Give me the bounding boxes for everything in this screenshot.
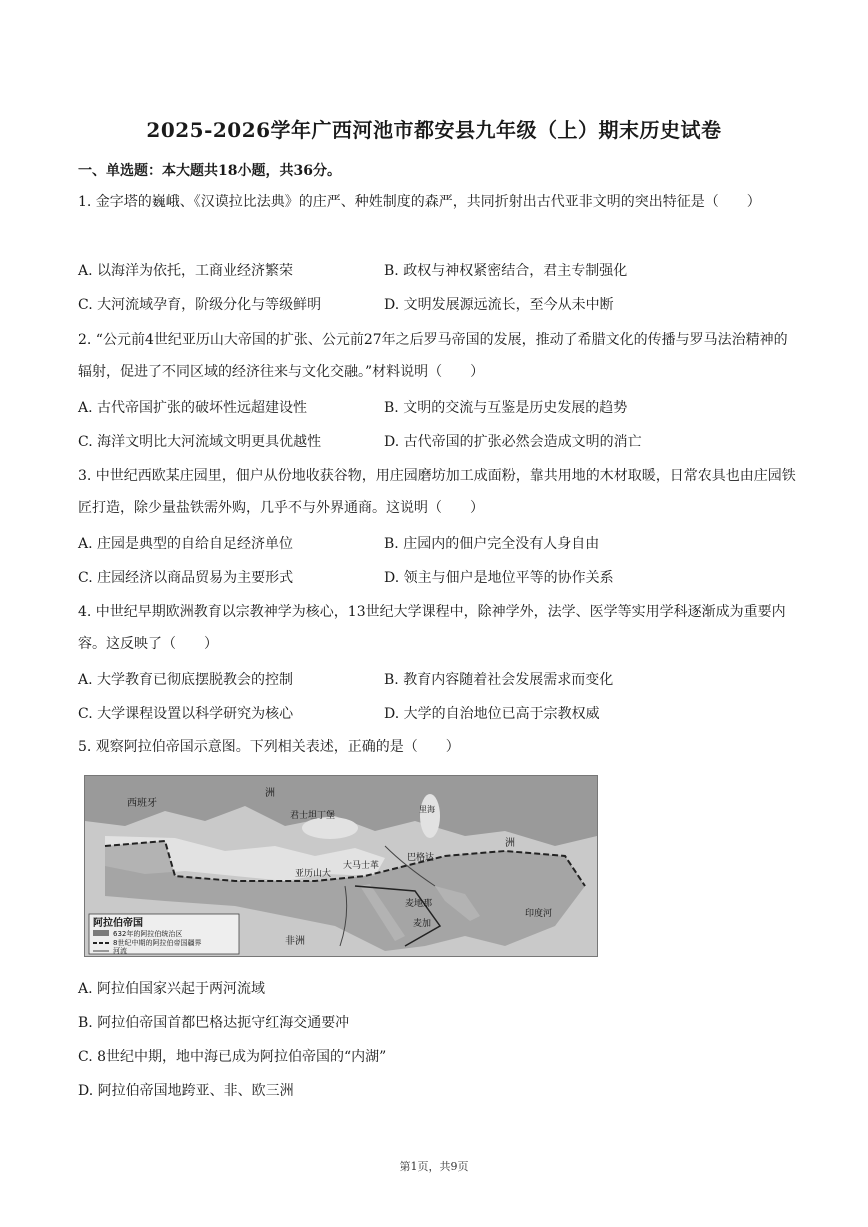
map-label-africa: 非洲 <box>285 936 305 947</box>
option-d: D. 文明发展源远流长，至今从未中断 <box>384 297 614 313</box>
option-b: B. 庄园内的佃户完全没有人身自由 <box>384 536 600 552</box>
option-b: B. 政权与神权紧密结合，君主专制强化 <box>384 263 628 279</box>
question-5 <box>78 731 798 763</box>
question-2-options <box>78 390 798 458</box>
map-legend-3: 河流 <box>113 947 127 955</box>
map-legend-2: 8世纪中期的阿拉伯帝国疆界 <box>113 939 202 947</box>
question-3-stem: 3. 中世纪西欧某庄园里，佃户从份地收获谷物，用庄园磨坊加工成面粉，靠共用地的木材取暖，日常农具也由庄园铁匠打造，除少量盐铁需外购，几乎不与外界通商。这说明（ ） <box>78 468 796 516</box>
page-title: 2025-2026学年广西河池市都安县九年级（上）期末历史试卷 <box>146 118 722 142</box>
map-label-indus: 印度河 <box>525 909 553 919</box>
map-label-europe: 洲 <box>265 788 275 799</box>
question-1-options <box>78 253 798 321</box>
option-d: D. 领主与佃户是地位平等的协作关系 <box>384 570 614 586</box>
question-4-stem: 4. 中世纪早期欧洲教育以宗教神学为核心，13世纪大学课程中，除神学外，法学、医学等实用学科逐渐成为重要内容。这反映了（ ） <box>78 604 786 652</box>
question-5-option-d: D. 阿拉伯帝国地跨亚、非、欧三洲 <box>78 1083 294 1099</box>
map-label-mecca: 麦加 <box>413 919 432 929</box>
question-3 <box>78 460 798 524</box>
option-d: D. 大学的自治地位已高于宗教权威 <box>384 706 600 722</box>
option-a: A. 古代帝国扩张的破坏性远超建设性 <box>78 400 308 416</box>
option-c: C. 大学课程设置以科学研究为核心 <box>78 706 294 722</box>
map-legend-title: 阿拉伯帝国 <box>93 918 143 929</box>
option-c: C. 海洋文明比大河流域文明更具优越性 <box>78 434 322 450</box>
option-a: A. 以海洋为依托，工商业经济繁荣 <box>78 263 294 279</box>
option-c: C. 大河流域孕育，阶级分化与等级鲜明 <box>78 297 322 313</box>
option-b: B. 教育内容随着社会发展需求而变化 <box>384 672 614 688</box>
map-legend-1: 632年的阿拉伯统治区 <box>113 930 183 938</box>
question-5-option-b: B. 阿拉伯帝国首都巴格达扼守红海交通要冲 <box>78 1015 350 1031</box>
question-1-stem: 1. 金字塔的巍峨、《汉谟拉比法典》的庄严、种姓制度的森严，共同折射出古代亚非文明的突出特征是（ ） <box>78 194 761 210</box>
map-label-baghdad: 巴格达 <box>407 853 435 863</box>
map-label-sea: 里海 <box>419 805 435 814</box>
question-3-options <box>78 526 798 594</box>
question-5-option-a: A. 阿拉伯国家兴起于两河流域 <box>78 981 266 997</box>
option-a: A. 庄园是典型的自给自足经济单位 <box>78 536 294 552</box>
option-c: C. 庄园经济以商品贸易为主要形式 <box>78 570 294 586</box>
section-heading: 一、单选题：本大题共18小题，共36分。 <box>78 163 341 179</box>
question-5-option-c: C. 8世纪中期，地中海已成为阿拉伯帝国的“内湖” <box>78 1049 387 1065</box>
map-label-asia: 洲 <box>505 838 515 849</box>
question-2-stem: 2. “公元前4世纪亚历山大帝国的扩张、公元前27年之后罗马帝国的发展，推动了希腊文化的传播与罗马法治精神的辐射，促进了不同区域的经济往来与文化交融。”材料说明（ ） <box>78 332 788 380</box>
question-4 <box>78 596 798 660</box>
question-1 <box>78 186 798 218</box>
arab-empire-map <box>84 775 598 957</box>
map-label-alexandria: 亚历山大 <box>295 869 332 879</box>
map-label-damascus: 大马士革 <box>343 861 380 871</box>
page-footer: 第1页，共9页 <box>399 1160 469 1173</box>
map-label-constantinople: 君士坦丁堡 <box>290 811 336 821</box>
question-4-options <box>78 662 798 730</box>
option-a: A. 大学教育已彻底摆脱教会的控制 <box>78 672 294 688</box>
option-d: D. 古代帝国的扩张必然会造成文明的消亡 <box>384 434 642 450</box>
option-b: B. 文明的交流与互鉴是历史发展的趋势 <box>384 400 628 416</box>
map-label-medina: 麦地那 <box>405 899 433 909</box>
map-graphic <box>85 776 597 956</box>
question-2 <box>78 324 798 388</box>
question-5-stem: 5. 观察阿拉伯帝国示意图。下列相关表述，正确的是（ ） <box>78 739 460 755</box>
map-label-west: 西班牙 <box>127 798 157 809</box>
